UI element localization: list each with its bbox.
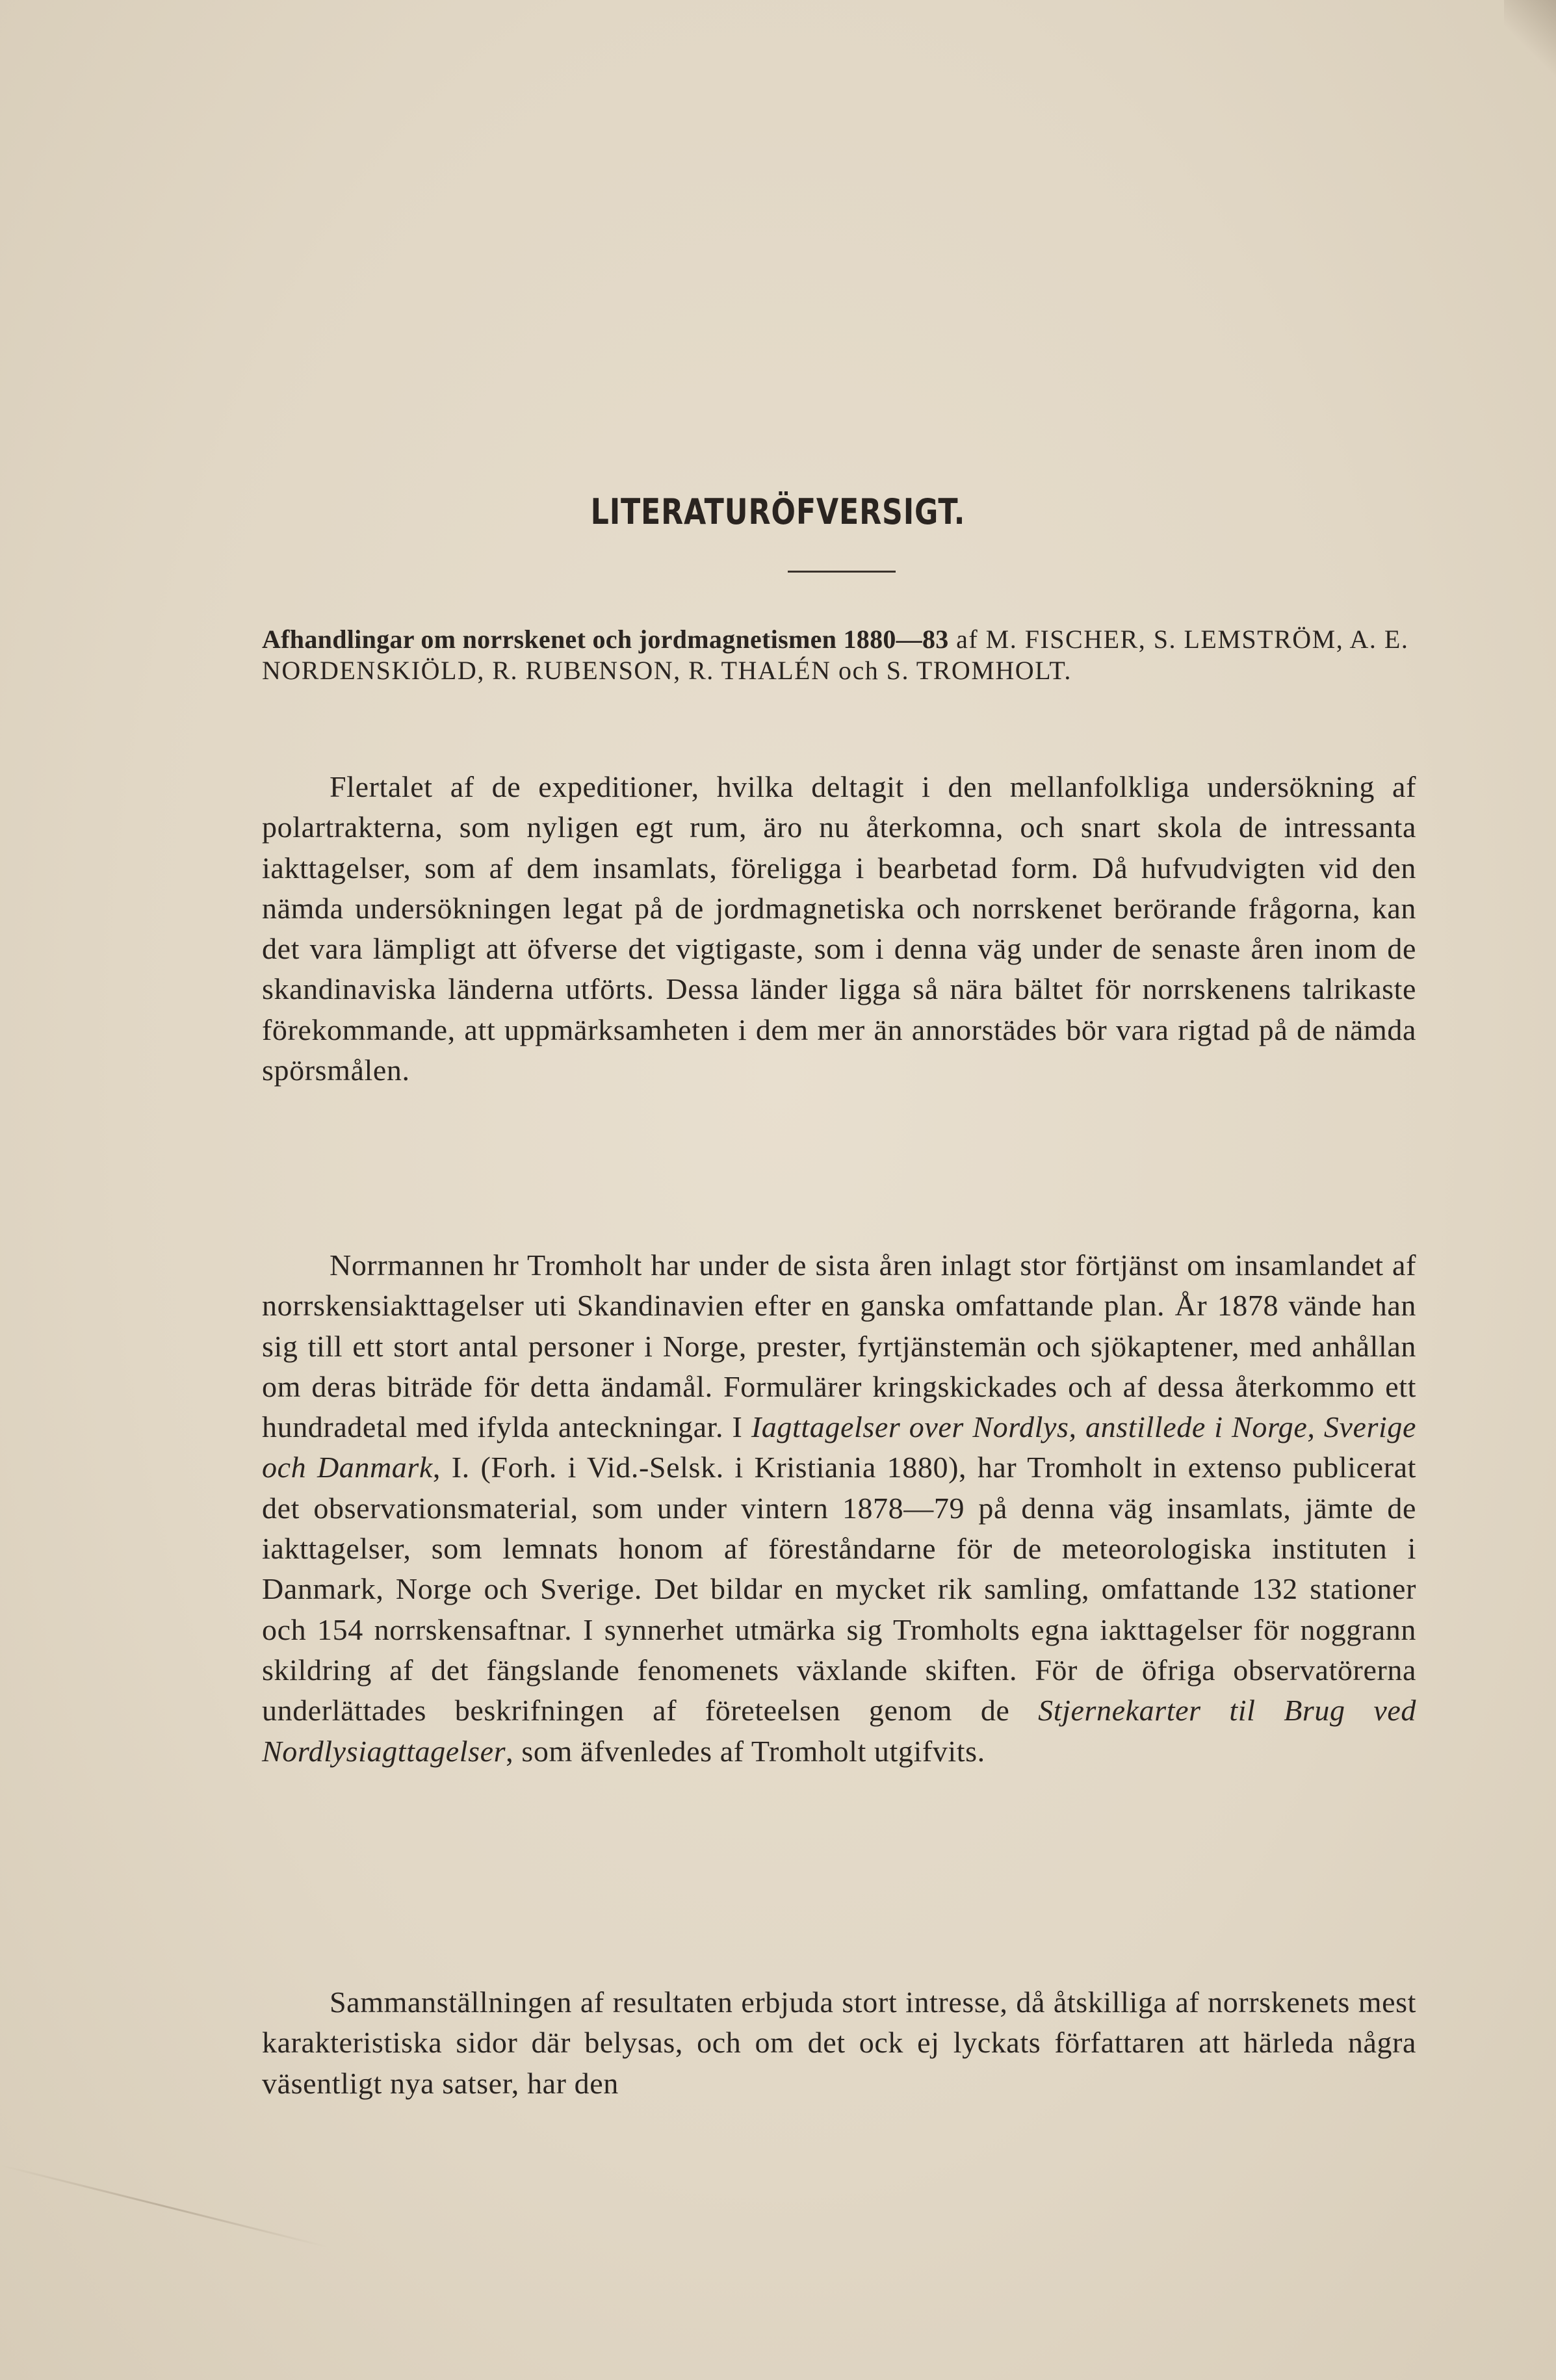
paragraph-3 bbox=[262, 1982, 1416, 2104]
paragraph-3-text: Sammanställningen af resultaten erbjuda stort intresse, då åtskilliga af norrskenets mest karakteristiska sidor där belysas, och om det ock ej lyckats författaren att härleda några väsentligt nya satser, har den bbox=[262, 1985, 1416, 2100]
heading-lead: Afhandlingar om norrskenet och jordmagnetismen 1880—83 bbox=[262, 625, 949, 654]
page-corner-shadow bbox=[1504, 0, 1556, 78]
paragraph-1-text: Flertalet af de expeditioner, hvilka deltagit i den mellanfolkliga undersökning af polartrakterna, som nyligen egt rum, äro nu återkomna, och snart skola de intressanta iakttagelser, som af dem insamlats, föreligga i bearbetad form. Då hufvudvigten vid den nämda undersökningen legat på de jordmagnetiska och norrskenet berörande frågorna, kan det vara lämpligt att öfverse det vigtigaste, som i denna väg under de senaste åren inom de skandinaviska länderna utförts. Dessa länder ligga så nära bältet för norrskenens talrikaste förekommande, att uppmärksamheten i dem mer än annorstädes bör vara rigtad på de nämda spörsmålen. bbox=[262, 770, 1416, 1087]
paragraph-2-title-iagttagelser: Iagttagelser over Nordlys, anstillede i Norge, Sverige och Danmark bbox=[262, 1410, 1416, 1484]
paragraph-2-part3: , som äfvenledes af Tromholt utgifvits. bbox=[506, 1734, 985, 1768]
paragraph-2 bbox=[262, 1245, 1416, 1772]
paragraph-2-title-stjernekarter: Stjernekarter til Brug ved Nordlysiagttagelser bbox=[262, 1694, 1416, 1768]
paragraph-1 bbox=[262, 767, 1416, 1091]
review-heading bbox=[262, 624, 1432, 686]
paragraph-2-part1: Norrmannen hr Tromholt har under de sista åren inlagt stor förtjänst om insamlandet af norrskensiakttagelser uti Skandinavien efter en ganska omfattande plan. År 1878 vände han sig till ett stort antal personer i Norge, prester, fyrtjänstemän och sjökaptener, med anhållan om deras biträde för detta ändamål. Formulärer kringskickades och af dessa återkommo ett hundradetal med ifylda anteckningar. I bbox=[262, 1248, 1416, 1444]
heading-authors: af M. FISCHER, S. LEMSTRÖM, A. E. NORDENSKIÖLD, R. RUBENSON, R. THALÉN och S. TROMHOLT. bbox=[262, 625, 1409, 685]
page-title: LITERATURÖFVERSIGT. bbox=[590, 491, 966, 532]
paragraph-2-part2: , I. (Forh. i Vid.-Selsk. i Kristiania 1880), har Tromholt in extenso publicerat det observationsmaterial, som under vintern 1878—79 på denna väg insamlats, jämte de iakttagelser, som lemnats honom af föreståndarne för de meteorologiska instituten i Danmark, Norge och Sverige. Det bildar en mycket rik samling, omfattande 132 stationer och 154 norrskensaftnar. I synnerhet utmärka sig Tromholts egna iakttagelser för noggrann skildring af det fängslande fenomenets växlande skiften. För de öfriga observatörerna underlättades beskrifningen af företeelsen genom de bbox=[262, 1451, 1417, 1727]
paper-crease bbox=[0, 2164, 328, 2248]
paragraph-2-text bbox=[262, 1245, 1416, 1772]
title-divider bbox=[788, 571, 896, 573]
